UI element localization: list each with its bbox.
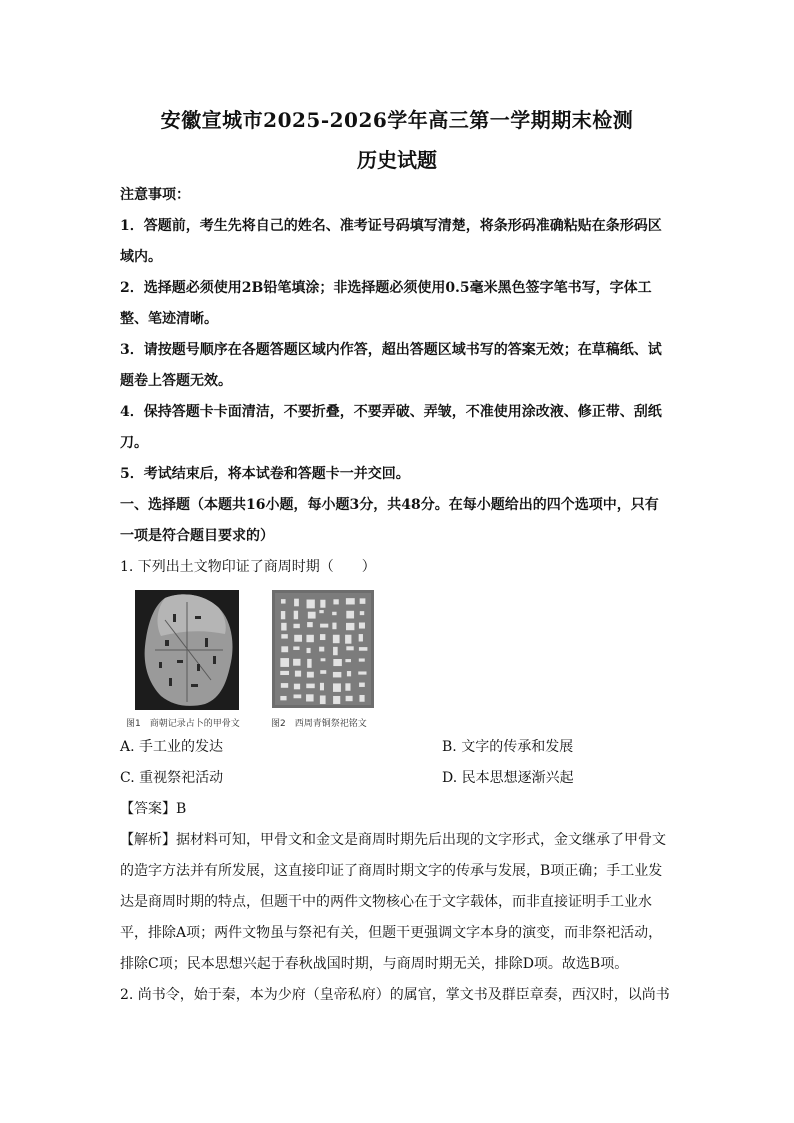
- inscription-glyph: [307, 600, 315, 609]
- inscription-glyph: [346, 696, 353, 701]
- notice-3-line-2: 题卷上答题无效。: [120, 373, 232, 389]
- inscription-glyph: [281, 623, 286, 631]
- inscription-glyph: [294, 599, 299, 607]
- inscription-glyph: [281, 611, 285, 619]
- inscription-glyph: [320, 683, 324, 691]
- notices-block: [120, 180, 680, 583]
- inscription-glyph: [307, 672, 314, 678]
- inscription-glyph: [280, 696, 286, 700]
- inscription-glyph: [280, 658, 289, 667]
- inscription-glyph: [320, 624, 328, 628]
- answer-label: 【答案】B: [120, 801, 187, 817]
- inscription-glyph: [333, 672, 341, 677]
- inscription-glyph: [333, 659, 342, 666]
- option-c: C. 重视祭祀活动: [120, 770, 224, 786]
- inscription-glyph: [320, 634, 325, 640]
- inscription-glyph: [345, 683, 350, 690]
- inscription-glyph: [293, 646, 299, 650]
- notice-4-line-1: 4．保持答题卡卡面清洁，不要折叠，不要弄破、弄皱，不准使用涂改液、修正带、刮纸: [120, 404, 662, 420]
- inscription-glyph: [294, 635, 302, 642]
- notice-3-line-1: 3．请按题号顺序在各题答题区域内作答，超出答题区域书写的答案无效；在草稿纸、试: [120, 342, 662, 358]
- inscription-glyph: [333, 683, 341, 691]
- inscription-glyph: [306, 694, 314, 701]
- inscription-glyph: [333, 599, 338, 604]
- inscription-glyph: [281, 683, 288, 688]
- inscription-glyph: [306, 684, 314, 689]
- notice-header: 注意事项：: [120, 187, 190, 203]
- analysis-line-3: 达是商周时期的特点，但题干中的两件文物核心在于文字载体，而非直接证明手工业水: [120, 894, 652, 910]
- inscription-glyph: [360, 598, 366, 604]
- inscription-glyph: [294, 694, 302, 698]
- question-2-stem: 2. 尚书令，始于秦，本为少府（皇帝私府）的属官，掌文书及群臣章奏，西汉时，以尚书: [120, 987, 670, 1003]
- inscription-glyph: [319, 647, 324, 652]
- inscription-glyph: [333, 647, 338, 655]
- notice-1-line-2: 域内。: [120, 249, 162, 265]
- bronze-inscription-image: [272, 590, 374, 708]
- inscription-glyph: [359, 695, 364, 702]
- notice-1-line-1: 1．答题前，考生先将自己的姓名、准考证号码填写清楚，将条形码准确粘贴在条形码区: [120, 218, 662, 234]
- oracle-bone-image: [135, 590, 239, 710]
- inscription-glyph: [294, 684, 300, 690]
- inscription-glyph: [359, 683, 365, 687]
- inscription-glyph: [360, 611, 364, 615]
- inscription-glyph: [281, 599, 286, 603]
- analysis-line-5: 排除C项；民本思想兴起于春秋战国时期，与商周时期无关，排除D项。故选B项。: [120, 956, 629, 972]
- section-heading-line-2: 一项是符合题目要求的）: [120, 528, 274, 544]
- analysis-line-4: 平，排除A项；两件文物虽与祭祀有关，但题干更强调文字本身的演变，而非祭祀活动，: [120, 925, 663, 941]
- question-1-options: [120, 736, 680, 796]
- inscription-glyph: [346, 646, 353, 650]
- inscription-glyph: [306, 635, 313, 642]
- inscription-glyph: [293, 659, 300, 666]
- inscription-glyph: [359, 658, 365, 661]
- figure-2-caption: 图2 西周青铜祭祀铭文: [271, 719, 367, 729]
- inscription-glyph: [332, 612, 336, 615]
- inscription-glyph: [293, 624, 299, 628]
- inscription-glyph: [321, 658, 326, 661]
- inscription-glyph: [307, 659, 311, 668]
- inscription-glyph: [295, 671, 301, 677]
- notice-5-line-1: 5．考试结束后，将本试卷和答题卡一并交回。: [120, 466, 410, 482]
- inscription-glyph: [281, 646, 288, 652]
- inscription-glyph: [319, 610, 323, 613]
- inscription-glyph: [346, 623, 354, 630]
- inscription-glyph: [333, 635, 340, 643]
- inscription-glyph: [320, 695, 326, 704]
- inscription-glyph: [359, 623, 365, 629]
- notice-2-line-1: 2．选择题必须使用2B铅笔填涂；非选择题必须使用0.5毫米黑色签字笔书写，字体工: [120, 280, 652, 296]
- inscription-glyph: [347, 671, 351, 676]
- inscription-glyph: [320, 670, 326, 674]
- inscription-glyph: [346, 598, 355, 604]
- section-heading-line-1: 一、选择题（本题共16小题，每小题3分，共48分。在每小题给出的四个选项中，只有: [120, 497, 659, 513]
- option-d: D. 民本思想逐渐兴起: [442, 770, 574, 786]
- notice-4-line-2: 刀。: [120, 435, 148, 451]
- exam-subtitle: 历史试题: [357, 148, 437, 172]
- inscription-glyph: [308, 612, 316, 619]
- analysis-line-1: 【解析】据材料可知，甲骨文和金文是商周时期先后出现的文字形式，金文继承了甲骨文: [120, 832, 666, 848]
- inscription-glyph: [320, 600, 325, 608]
- inscription-glyph: [358, 671, 366, 674]
- inscription-glyph: [281, 634, 287, 638]
- figure-1-caption: 图1 商朝记录占卜的甲骨文: [126, 719, 240, 729]
- inscription-glyph: [359, 647, 368, 651]
- notice-2-line-2: 整、笔迹清晰。: [120, 311, 218, 327]
- inscription-glyph: [345, 635, 351, 644]
- inscription-glyph: [333, 696, 340, 704]
- inscription-glyph: [359, 634, 363, 641]
- exam-title: 安徽宣城市2025-2026学年高三第一学期期末检测: [160, 108, 634, 132]
- option-a: A. 手工业的发达: [120, 739, 224, 755]
- inscription-glyph: [345, 659, 351, 662]
- inscription-glyph: [307, 622, 313, 627]
- inscription-glyph: [280, 671, 289, 675]
- analysis-line-2: 的造字方法并有所发展，这直接印证了商周时期文字的传承与发展，B项正确；手工业发: [120, 863, 663, 879]
- inscription-glyph: [346, 611, 354, 619]
- answer-block: [120, 794, 680, 1011]
- inscription-glyph: [332, 623, 336, 630]
- inscription-glyph: [294, 611, 298, 620]
- option-b: B. 文字的传承和发展: [442, 739, 574, 755]
- question-1-stem: 1. 下列出土文物印证了商周时期（ ）: [120, 559, 376, 575]
- inscription-glyph: [307, 648, 311, 653]
